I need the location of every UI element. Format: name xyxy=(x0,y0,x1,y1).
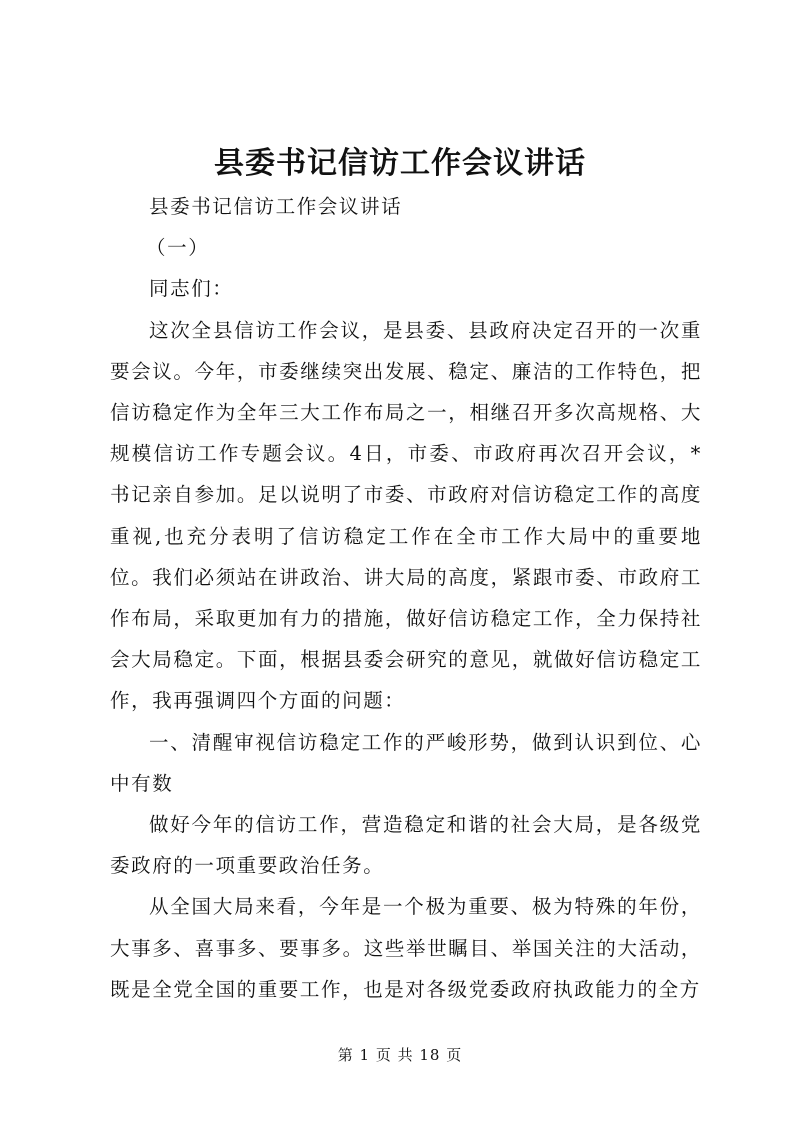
document-title: 县委书记信访工作会议讲话 xyxy=(214,146,586,181)
heading-paragraph: 一、清醒审视信访稳定工作的严峻形势，做到认识到位、心中有数 xyxy=(110,730,702,795)
document-body xyxy=(110,186,702,1010)
body-paragraph: 这次全县信访工作会议，是县委、县政府决定召开的一次重要会议。今年，市委继续突出发展、稳定、廉洁的工作特色，把信访稳定作为全年三大工作布局之一，相继召开多次高规格、大规模信访工作专题会议。4日，市委、市政府再次召开会议，*书记亲自参加。足以说明了市委、市政府对信访稳定工作的高度重视,也充分表明了信访稳定工作在全市工作大局中的重要地位。我们必须站在讲政治、讲大局的高度，紧跟市委、市政府工作布局，采取更加有力的措施，做好信访稳定工作，全力保持社会大局稳定。下面，根据县委会研究的意见，就做好信访稳定工作，我再强调四个方面的问题： xyxy=(110,318,702,713)
section-number-paragraph: （一） xyxy=(146,236,210,260)
body-paragraph: 从全国大局来看，今年是一个极为重要、极为特殊的年份，大事多、喜事多、要事多。这些举世瞩目、举国关注的大活动，既是全党全国的重要工作，也是对各级党委政府执政能力的全方 xyxy=(110,895,702,1001)
body-paragraph: 做好今年的信访工作，营造稳定和谐的社会大局，是各级党委政府的一项重要政治任务。 xyxy=(110,813,702,878)
salutation-paragraph: 同志们： xyxy=(149,277,234,301)
page-number-footer: 第 1 页 共 18 页 xyxy=(337,1046,463,1064)
subtitle-paragraph: 县委书记信访工作会议讲话 xyxy=(149,195,403,218)
